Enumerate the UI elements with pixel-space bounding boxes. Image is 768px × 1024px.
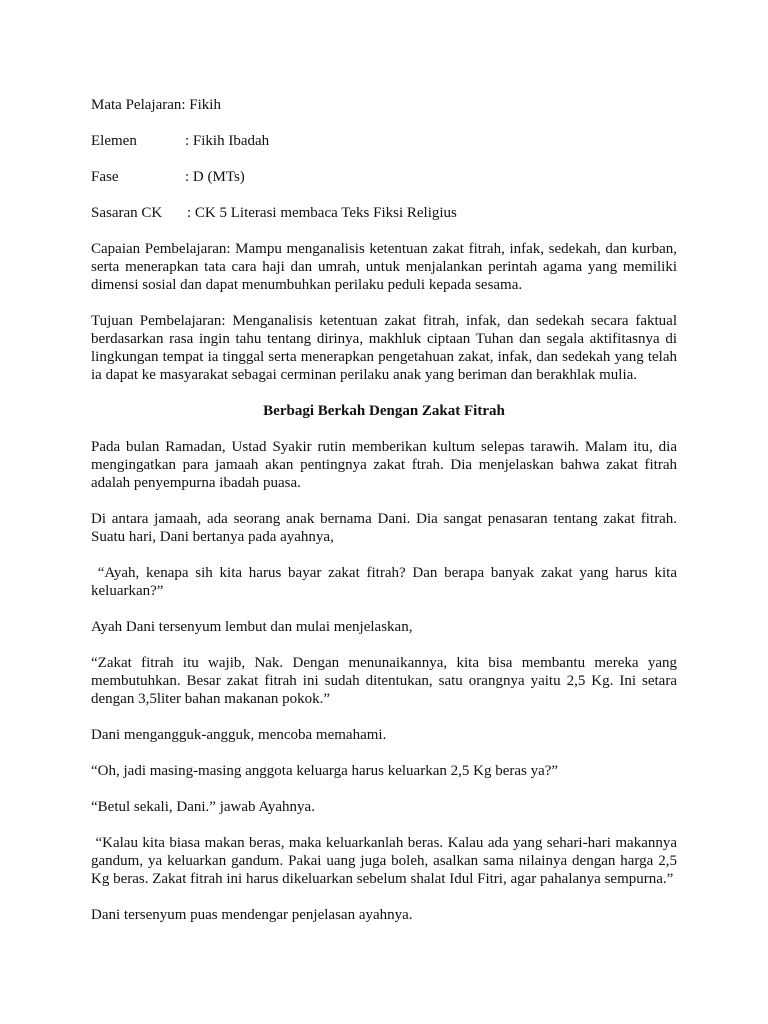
story-paragraph: Ayah Dani tersenyum lembut dan mulai menjelaskan,: [91, 619, 413, 635]
learning-outcome-paragraph: Capaian Pembelajaran: Mampu menganalisis ketentuan zakat fitrah, infak, sedekah, dan kurban, serta menerapkan tata cara haji dan umrah, untuk menjalankan perintah agama yang memiliki dimensi sosial dan dapat menumbuhkan perilaku peduli kepada sesama.: [91, 241, 677, 293]
story-paragraph: “Kalau kita biasa makan beras, maka keluarkanlah beras. Kalau ada yang sehari-hari makannya gandum, ya keluarkan gandum. Pakai uang juga boleh, asalkan sama nilainya dengan harga 2,5 Kg beras. Zakat fitrah ini harus dikeluarkan sebelum shalat Idul Fitri, agar pahalanya sempurna.”: [91, 835, 681, 887]
subject-line: [91, 96, 677, 114]
story-paragraph: “Oh, jadi masing-masing anggota keluarga harus keluarkan 2,5 Kg beras ya?”: [91, 763, 559, 779]
subject-label: Mata Pelajaran:: [91, 97, 186, 113]
story-paragraph: “Betul sekali, Dani.” jawab Ayahnya.: [91, 799, 315, 815]
phase-line: [91, 168, 677, 186]
document-page: [91, 96, 681, 924]
story-paragraph: “Ayah, kenapa sih kita harus bayar zakat fitrah? Dan berapa banyak zakat yang harus kita keluarkan?”: [91, 565, 681, 599]
learning-objective-paragraph: Tujuan Pembelajaran: Menganalisis ketentuan zakat fitrah, infak, dan sedekah secara faktual berdasarkan rasa ingin tahu tentang dirinya, makhluk ciptaan Tuhan dan segala aktifitasnya di lingkungan tempat ia tinggal serta menerapkan pengetahuan zakat, infak, dan sedekah yang telah ia dapat ke masyarakat sebagai cerminan perilaku anak yang beriman dan berakhlak mulia.: [91, 313, 677, 383]
target-label: Sasaran CK: [91, 205, 163, 221]
story-paragraph: “Zakat fitrah itu wajib, Nak. Dengan menunaikannya, kita bisa membantu mereka yang membutuhkan. Besar zakat fitrah ini sudah ditentukan, satu orangnya yaitu 2,5 Kg. Ini setara dengan 3,5liter bahan makanan pokok.”: [91, 655, 677, 707]
story-paragraph: Dani tersenyum puas mendengar penjelasan ayahnya.: [91, 907, 413, 923]
story-paragraph: Di antara jamaah, ada seorang anak bernama Dani. Dia sangat penasaran tentang zakat fitrah. Suatu hari, Dani bertanya pada ayahnya,: [91, 511, 677, 545]
element-label: Elemen: [91, 133, 137, 149]
subject-value: Fikih: [189, 97, 221, 113]
element-line: [91, 132, 677, 150]
phase-value: : D (MTs): [185, 169, 245, 185]
phase-label: Fase: [91, 169, 119, 185]
element-value: : Fikih Ibadah: [185, 133, 270, 149]
target-line: [91, 204, 677, 222]
story-title: Berbagi Berkah Dengan Zakat Fitrah: [263, 403, 505, 419]
target-value: : CK 5 Literasi membaca Teks Fiksi Religius: [187, 205, 457, 221]
story-paragraph: Dani mengangguk-angguk, mencoba memahami.: [91, 727, 387, 743]
story-paragraph: Pada bulan Ramadan, Ustad Syakir rutin memberikan kultum selepas tarawih. Malam itu, dia mengingatkan para jamaah akan pentingnya zakat ftrah. Dia menjelaskan bahwa zakat fitrah adalah penyempurna ibadah puasa.: [91, 439, 677, 491]
